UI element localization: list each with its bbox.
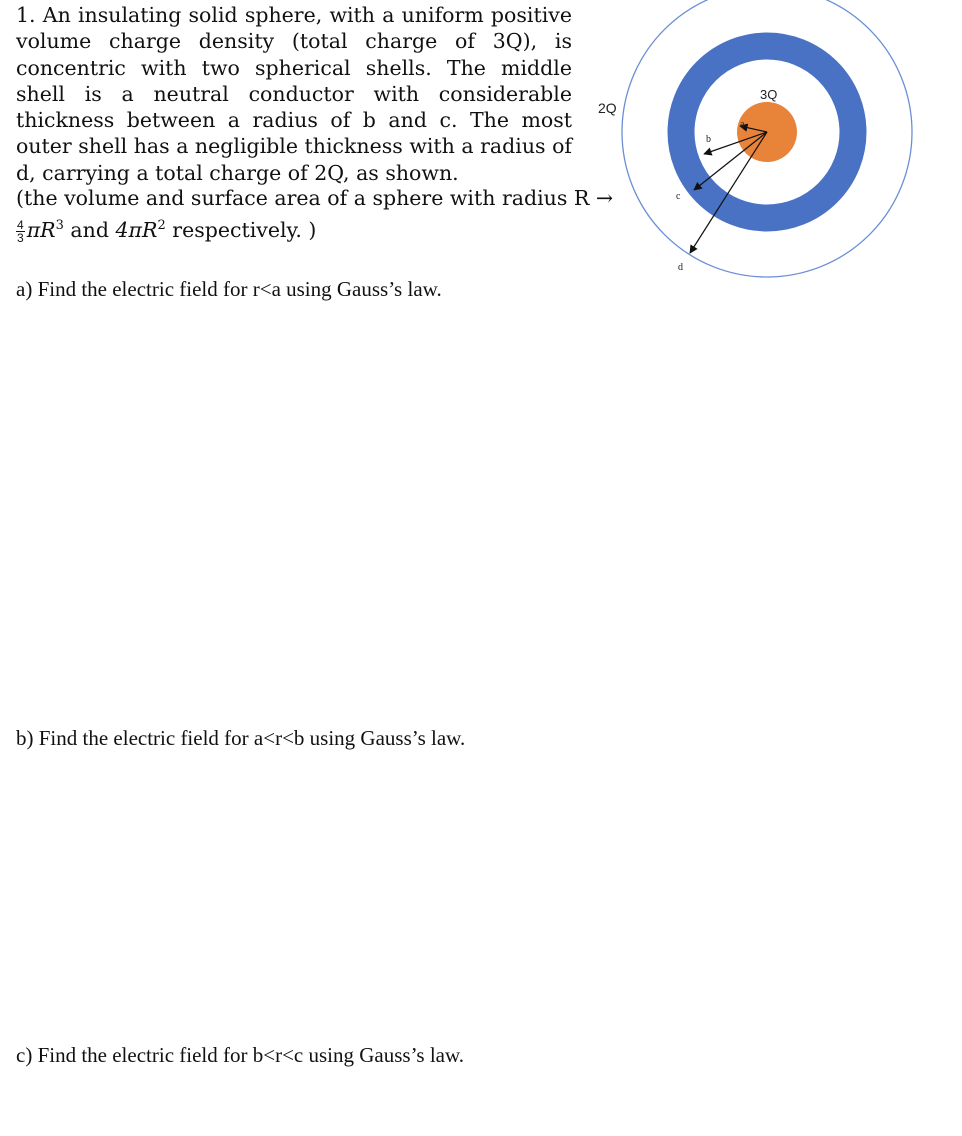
question-a: a) Find the electric field for r<a using Gauss’s law. [16, 277, 442, 301]
concentric-spheres-diagram [590, 0, 962, 290]
and-word: and [70, 217, 109, 242]
area-formula [116, 218, 166, 242]
inner-charge-label: 3Q [760, 87, 778, 102]
volume-expression: πR [26, 217, 56, 242]
hint-lead-line [16, 184, 614, 212]
volume-formula [27, 218, 64, 242]
problem-text: An insulating solid sphere, with a uniform positive volume charge density (total charge of 3Q), is concentric with two spherical shells. The middle shell is a neutral conductor with considerable thickness between a radius of b and c. The most outer shell has a negligible thickness with a radius of d, carrying a total charge of 2Q, as shown. [16, 3, 572, 185]
fraction-four-thirds [16, 219, 25, 244]
radius-label-d: d [678, 262, 683, 273]
radius-label-c: c [676, 191, 681, 202]
outer-charge-label: 2Q [598, 100, 617, 116]
formula-hint [16, 184, 614, 245]
question-b: b) Find the electric field for a<r<b using Gauss’s law. [16, 726, 466, 750]
hint-formula-line [16, 212, 576, 244]
question-c: c) Find the electric field for b<r<c using Gauss’s law. [16, 1043, 465, 1067]
volume-exponent: 3 [55, 218, 64, 233]
fraction-denominator: 3 [17, 230, 24, 245]
area-expression: 4πR [115, 217, 158, 242]
radius-label-a: a [740, 119, 745, 130]
arrow-symbol: → [595, 186, 614, 210]
area-exponent: 2 [157, 218, 166, 233]
radius-label-b: b [706, 134, 711, 145]
problem-number: 1. [16, 3, 36, 27]
problem-statement [16, 2, 572, 186]
fraction-numerator: 4 [17, 217, 24, 232]
radius-arrow-c [694, 132, 767, 190]
hint-lead-text: (the volume and surface area of a sphere with radius R [16, 186, 590, 210]
hint-tail: respectively. ) [172, 217, 317, 242]
